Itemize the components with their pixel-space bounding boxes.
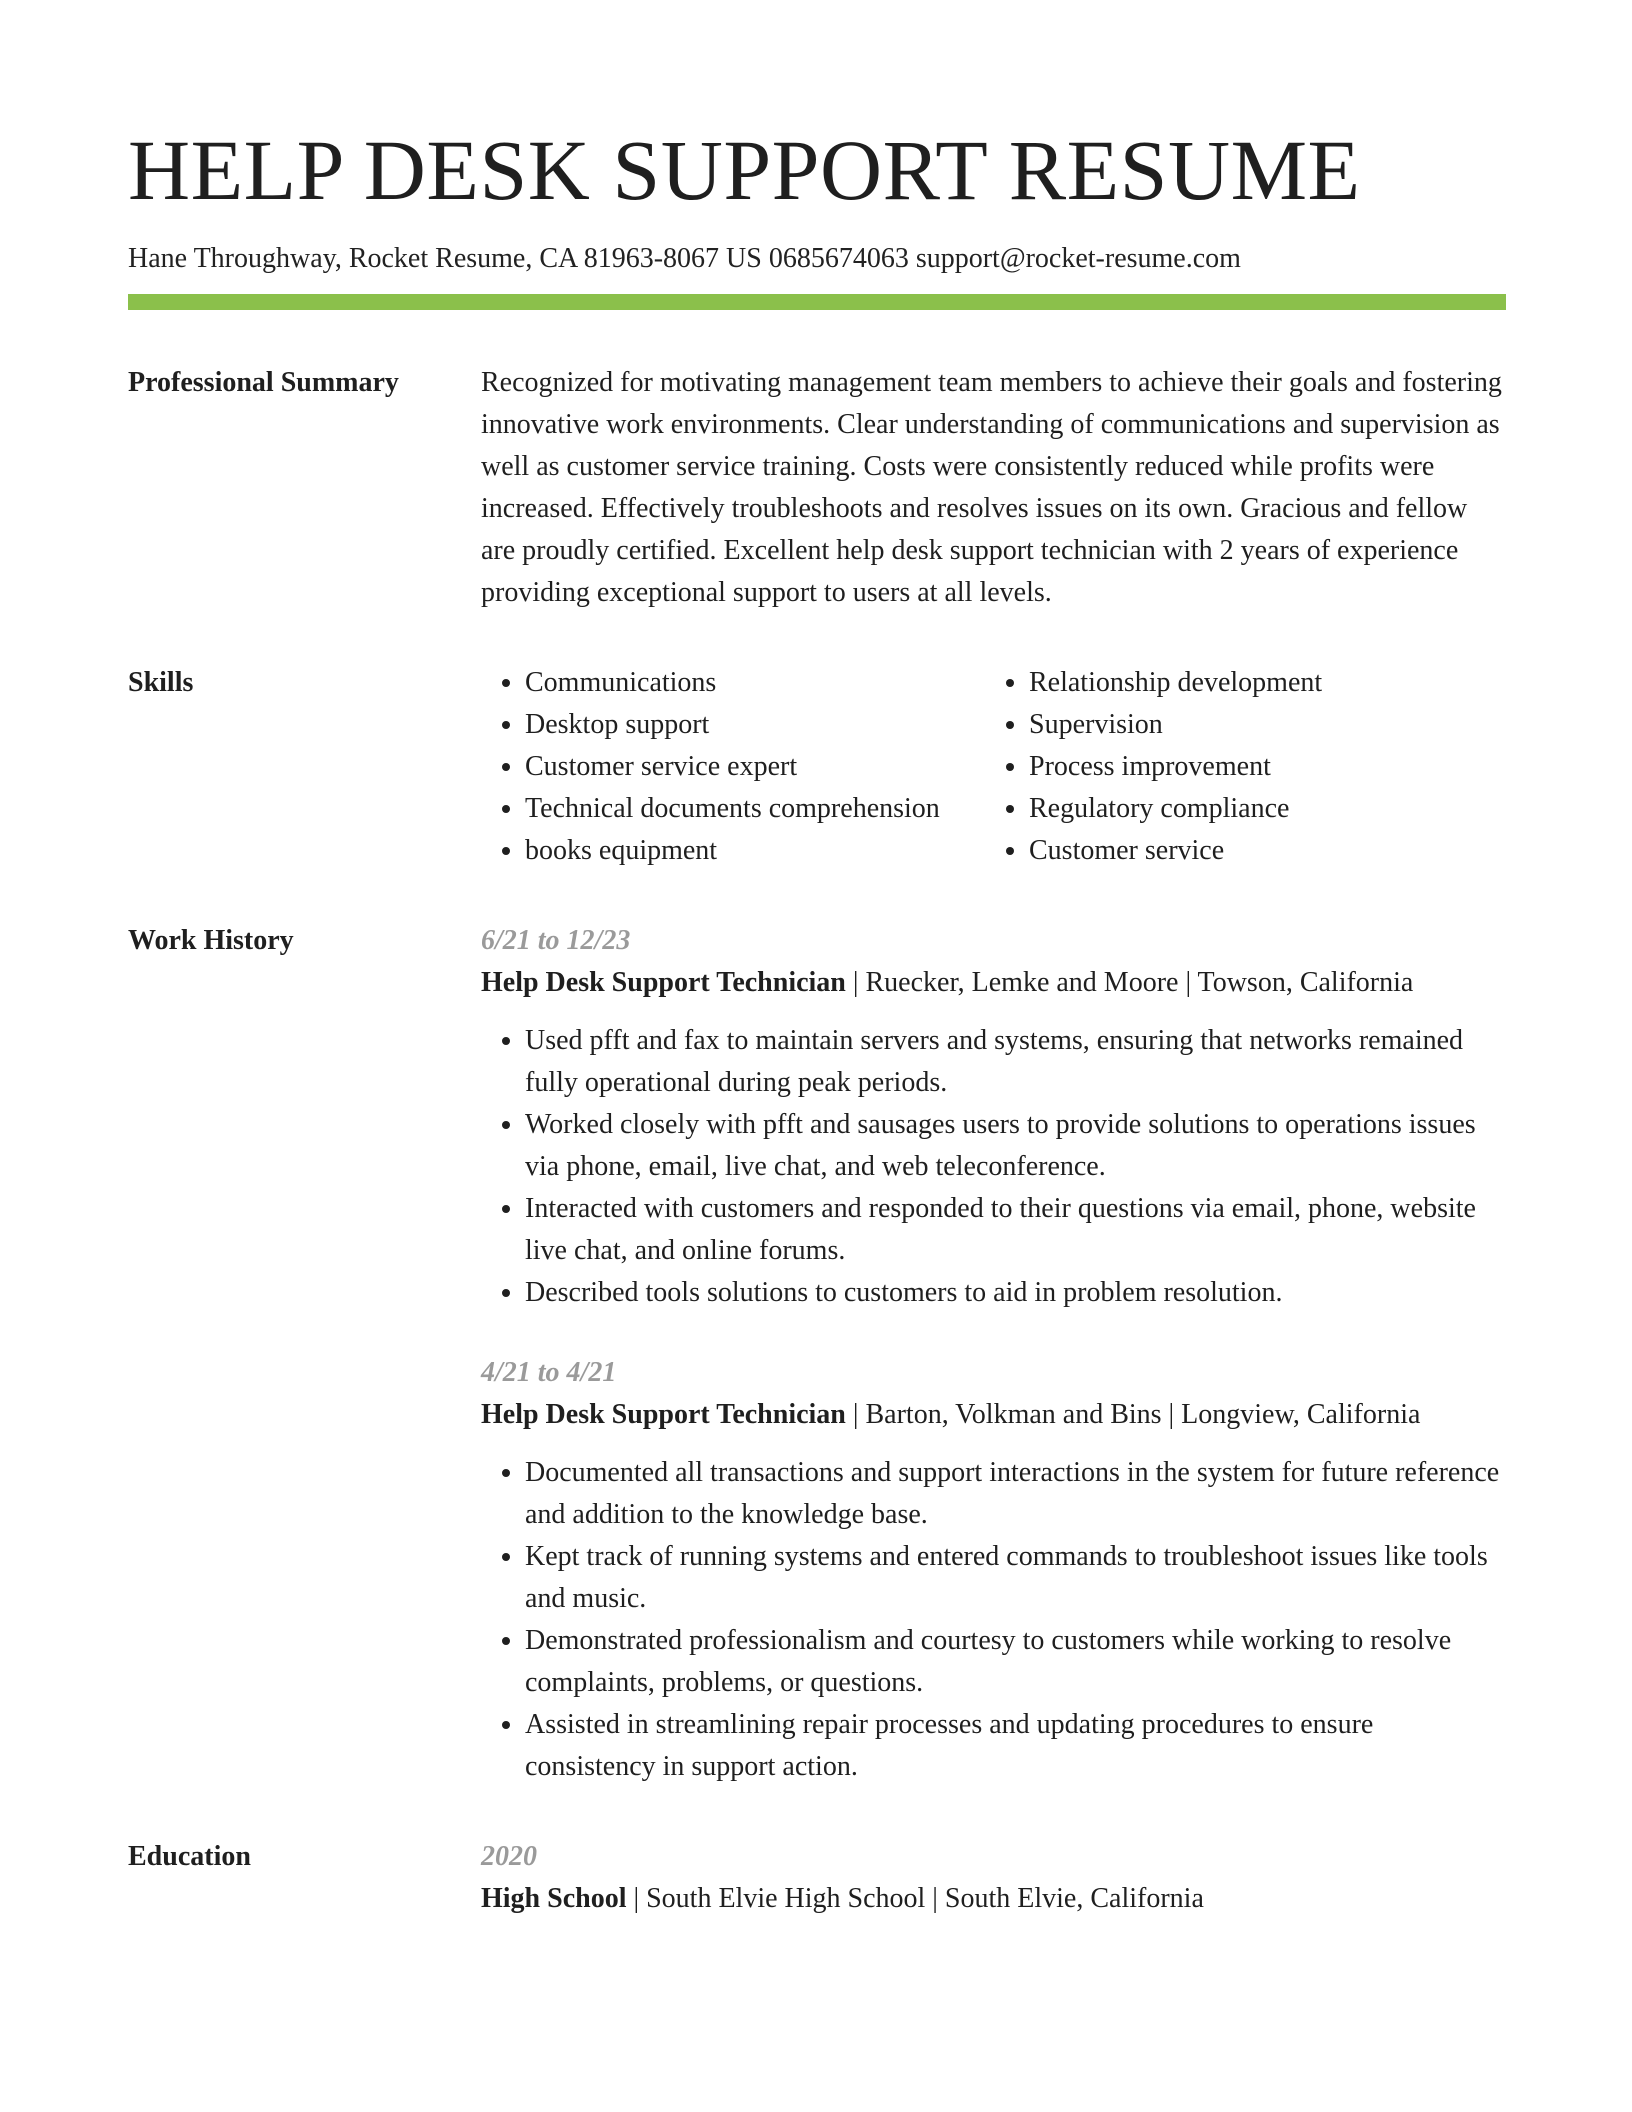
job-title-line: [481, 962, 1506, 1004]
skill-item: • Communications: [525, 662, 985, 704]
job-entry: [481, 920, 1506, 1314]
section-label-education: Education: [128, 1841, 251, 1872]
job-role: Help Desk Support Technician: [481, 967, 846, 998]
contact-line: Hane Throughway, Rocket Resume, CA 81963-8067 US 0685674063 support@rocket-resume.com: [128, 243, 1241, 274]
education-line: [481, 1878, 1506, 1920]
skills-list-column-2: [985, 662, 1322, 872]
skill-item: • Customer service expert: [525, 746, 985, 788]
education-section: [128, 1836, 1506, 1920]
job-bullet: • Used pfft and fax to maintain servers and systems, ensuring that networks remained fully operational during peak periods.: [525, 1020, 1506, 1104]
job-bullet: • Assisted in streamlining repair processes and updating procedures to ensure consistency in support action.: [525, 1704, 1506, 1788]
education-date: 2020: [481, 1841, 537, 1872]
job-title-line: [481, 1394, 1506, 1436]
skill-item: • Customer service: [1029, 830, 1322, 872]
job-bullet: • Described tools solutions to customers to aid in problem resolution.: [525, 1272, 1506, 1314]
skill-item: • Supervision: [1029, 704, 1322, 746]
job-date: 4/21 to 4/21: [481, 1357, 617, 1388]
skill-item: • Technical documents comprehension: [525, 788, 985, 830]
skill-item: • Regulatory compliance: [1029, 788, 1322, 830]
skills-list-column-1: [481, 662, 985, 872]
job-bullet: • Kept track of running systems and entered commands to troubleshoot issues like tools and music.: [525, 1536, 1506, 1620]
section-label-summary: Professional Summary: [128, 367, 399, 398]
accent-divider: [128, 294, 1506, 310]
summary-section: [128, 362, 1506, 614]
section-label-work: Work History: [128, 925, 294, 956]
work-history-section: [128, 920, 1506, 1788]
skill-item: • Process improvement: [1029, 746, 1322, 788]
skill-item: • Relationship development: [1029, 662, 1322, 704]
job-bullets: [481, 1020, 1506, 1314]
job-details: | Ruecker, Lemke and Moore | Towson, California: [845, 967, 1414, 998]
job-bullet: • Worked closely with pfft and sausages users to provide solutions to operations issues via phone, email, live chat, and web teleconference.: [525, 1104, 1506, 1188]
skill-item: • books equipment: [525, 830, 985, 872]
education-degree: High School: [481, 1883, 627, 1914]
summary-text: Recognized for motivating management team members to achieve their goals and fostering innovative work environments. Clear understanding of communications and supervision as well as customer service training. Costs were consistently reduced while profits were increased. Effectively troubleshoots and resolves issues on its own. Gracious and fellow are proudly certified. Excellent help desk support technician with 2 years of experience providing exceptional support to users at all levels.: [481, 367, 1502, 608]
job-bullet: • Demonstrated professionalism and courtesy to customers while working to resolve complaints, problems, or questions.: [525, 1620, 1506, 1704]
resume-page: [128, 118, 1506, 1920]
skills-section: [128, 662, 1506, 872]
education-details: | South Elvie High School | South Elvie, California: [626, 1883, 1204, 1914]
job-details: | Barton, Volkman and Bins | Longview, California: [845, 1399, 1421, 1430]
job-role: Help Desk Support Technician: [481, 1399, 846, 1430]
skill-item: • Desktop support: [525, 704, 985, 746]
job-bullet: • Interacted with customers and responded to their questions via email, phone, website live chat, and online forums.: [525, 1188, 1506, 1272]
job-bullets: [481, 1452, 1506, 1788]
section-label-skills: Skills: [128, 667, 194, 698]
job-entry: [481, 1352, 1506, 1788]
job-date: 6/21 to 12/23: [481, 925, 631, 956]
job-bullet: • Documented all transactions and support interactions in the system for future reference and addition to the knowledge base.: [525, 1452, 1506, 1536]
page-title: HELP DESK SUPPORT RESUME: [128, 122, 1361, 218]
